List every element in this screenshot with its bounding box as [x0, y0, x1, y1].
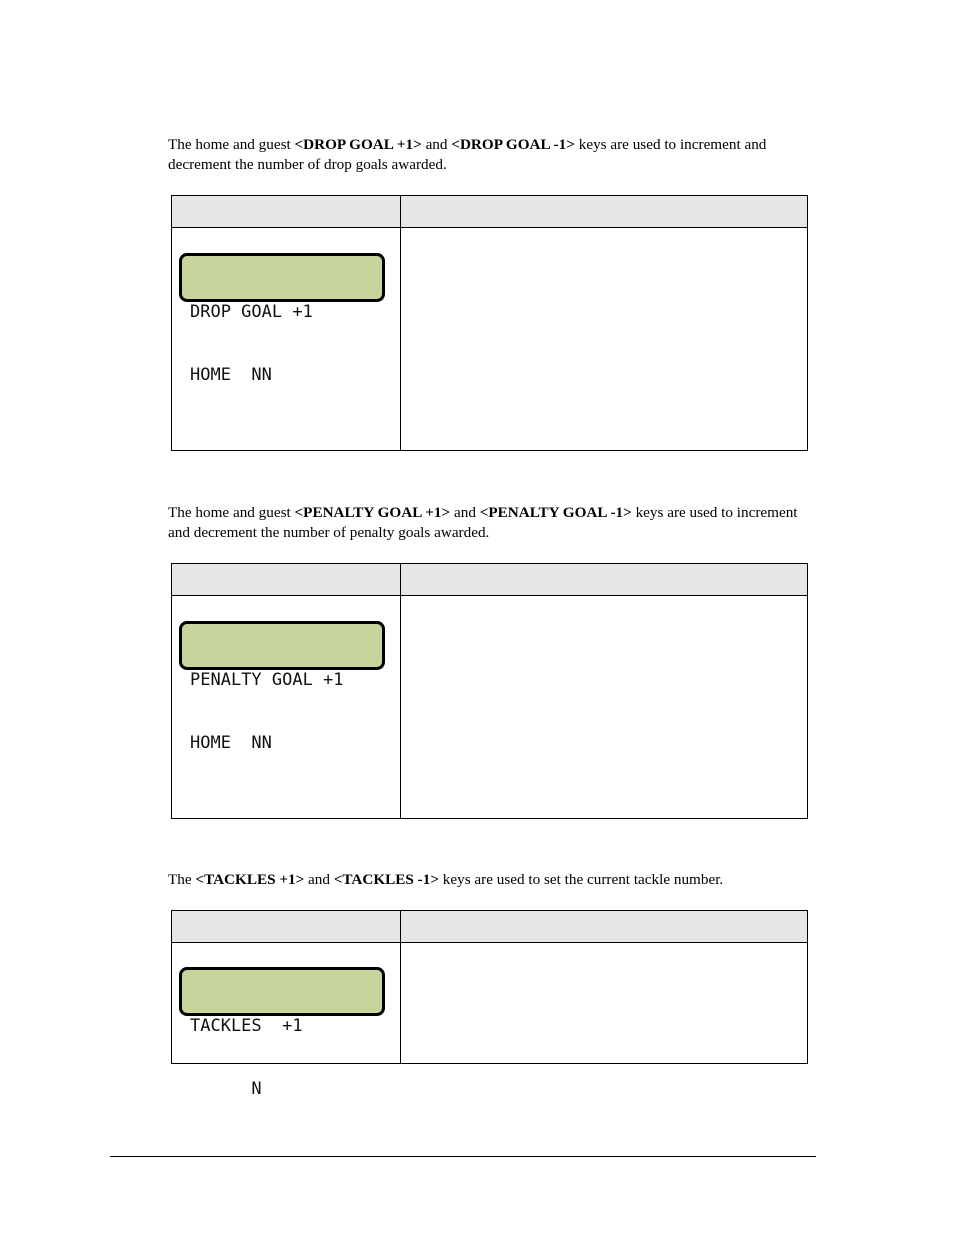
- intro-text: and: [450, 504, 480, 521]
- penalty-goal-intro: [168, 503, 813, 543]
- table-row: [172, 943, 808, 1064]
- lcd-line-1: DROP GOAL +1: [190, 302, 313, 322]
- intro-text: The home and guest: [168, 504, 295, 521]
- key-tackles-plus: <TACKLES +1>: [195, 871, 305, 888]
- footer-divider: [110, 1156, 816, 1157]
- description-cell: [401, 596, 808, 819]
- key-tackles-minus: <TACKLES -1>: [333, 871, 439, 888]
- penalty-goal-table: [171, 563, 808, 819]
- intro-text: The home and guest: [168, 136, 295, 153]
- table-header-cell: [401, 911, 808, 943]
- lcd-line-2: HOME NN: [190, 365, 272, 385]
- table-header-cell: [172, 911, 401, 943]
- key-penalty-goal-minus: <PENALTY GOAL -1>: [479, 504, 632, 521]
- intro-text: and: [304, 871, 334, 888]
- lcd-display: [179, 967, 385, 1099]
- tackles-intro: [168, 870, 813, 890]
- table-header-cell: [172, 196, 401, 228]
- table-header-cell: [401, 564, 808, 596]
- lcd-line-1: PENALTY GOAL +1: [190, 670, 344, 690]
- drop-goal-intro: [168, 135, 813, 175]
- table-row: [172, 228, 808, 451]
- lcd-line-2: N: [190, 1079, 262, 1099]
- lcd-display: [179, 621, 385, 753]
- table-header-row: [172, 196, 808, 228]
- table-header-cell: [401, 196, 808, 228]
- lcd-line-2: HOME NN: [190, 733, 272, 753]
- intro-text: keys are used to set the current tackle number.: [438, 871, 724, 888]
- table-header-cell: [172, 564, 401, 596]
- tackles-table: [171, 910, 808, 1099]
- intro-text: keys are used to increment and decrement the number of penalty goals awarded.: [168, 504, 798, 541]
- description-cell: [401, 943, 808, 1064]
- intro-text: The: [168, 871, 196, 888]
- lcd-display: [179, 253, 385, 385]
- lcd-line-1: TACKLES +1: [190, 1016, 303, 1036]
- drop-goal-table: [171, 195, 808, 451]
- table-row: [172, 596, 808, 819]
- intro-text: and: [421, 136, 452, 153]
- key-penalty-goal-plus: <PENALTY GOAL +1>: [294, 504, 451, 521]
- table-header-row: [172, 564, 808, 596]
- lcd-cell: [172, 228, 401, 451]
- intro-text: keys are used to increment and decrement the number of drop goals awarded.: [168, 136, 767, 173]
- table-header-row: [172, 911, 808, 943]
- description-cell: [401, 228, 808, 451]
- lcd-cell: [172, 943, 401, 1099]
- key-drop-goal-plus: <DROP GOAL +1>: [294, 136, 422, 153]
- key-drop-goal-minus: <DROP GOAL -1>: [451, 136, 575, 153]
- lcd-cell: [172, 596, 401, 819]
